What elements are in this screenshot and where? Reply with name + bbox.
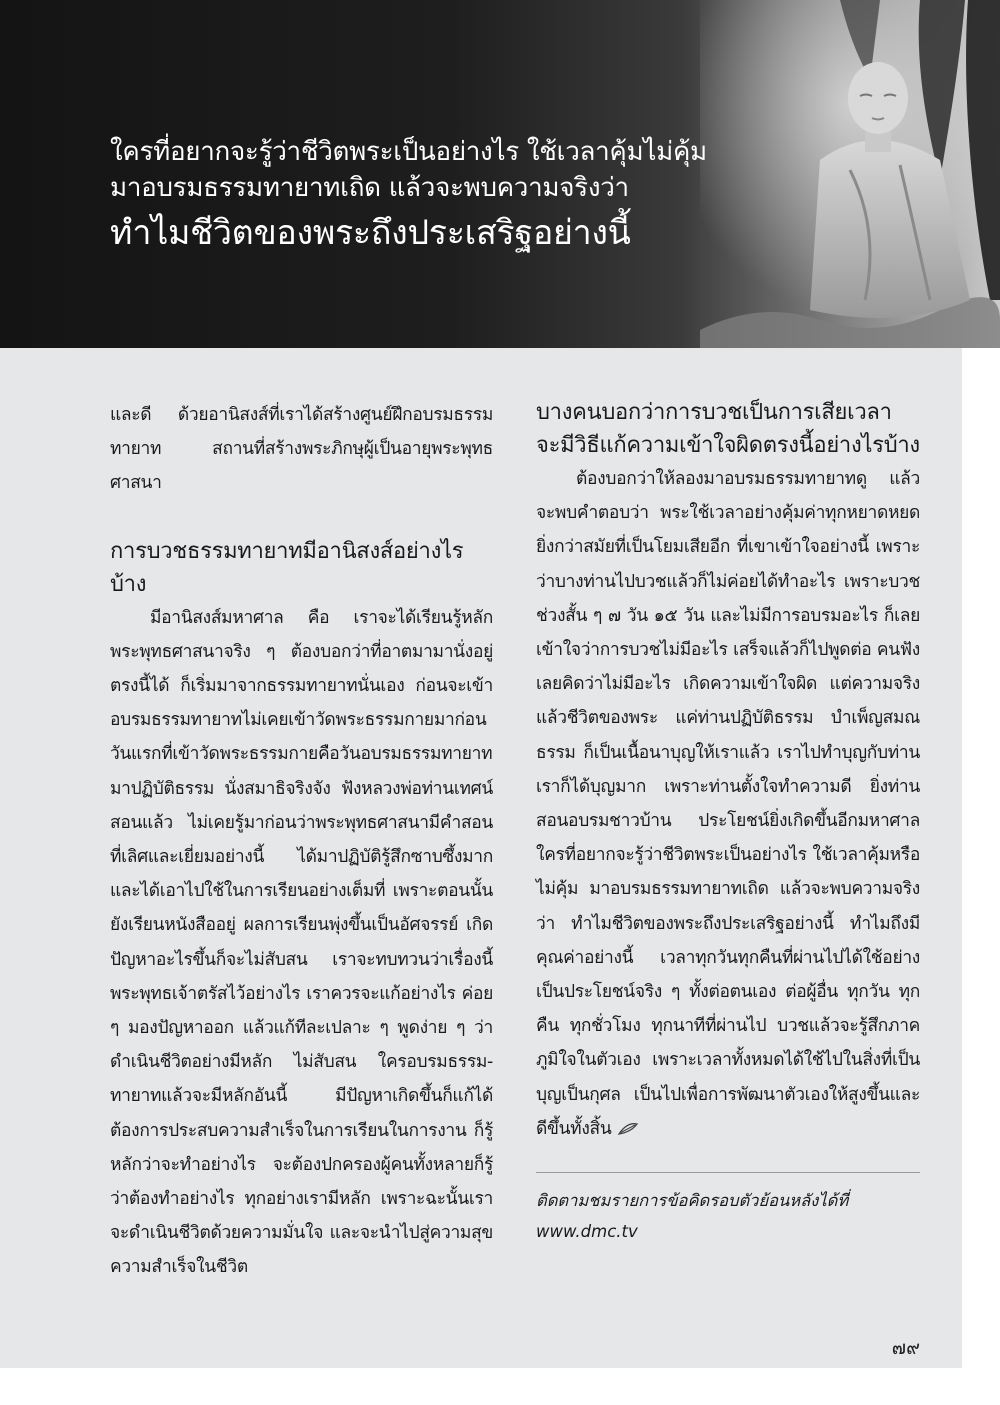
right-body-text: ต้องบอกว่าให้ลองมาอบรมธรรมทายาทดู แล้วจะพบคำตอบว่า พระใช้เวลาอย่างคุ้มค่าทุกหยาดหยด ยิ่งกว่าสมัยที่เป็นโยมเสียอีก ที่เขาเข้าใจอย่างนี้ เพราะว่าบางท่านไปบวชแล้วก็ไม่ค่อยได้ทำอะไร เพราะบวชช่วงสั้น ๆ ๗ วัน ๑๕ วัน และไม่มีการอบรมอะไร ก็เลยเข้าใจว่าการบวชไม่มีอะไร เสร็จแล้วก็ไปพูดต่อ คนฟังเลยคิดว่าไม่มีอะไร เกิดความเข้าใจผิด แต่ความจริงแล้วชีวิตของพระ แค่ท่านปฏิบัติธรรม บำเพ็ญสมณธรรม ก็เป็นเนื้อนาบุญให้เราแล้ว เราไปทำบุญกับท่าน เราก็ได้บุญมาก เพราะท่านตั้งใจทำความดี ยิ่งท่านสอนอบรมชาวบ้าน ประโยชน์ยิ่งเกิดขึ้นอีกมหาศาล ใครที่อยากจะรู้ว่าชีวิตพระเป็นอย่างไร ใช้เวลาคุ้มหรือไม่คุ้ม มาอบรมธรรมทายาทเถิด แล้วจะพบความจริงว่า ทำไมชีวิตของพระถึงประเสริฐอย่างนี้ ทำไมถึงมีคุณค่าอย่างนี้ เวลาทุกวันทุกคืนที่ผ่านไปได้ใช้อย่างเป็นประโยชน์จริง ๆ ทั้งต่อตนเอง ต่อผู้อื่น ทุกวัน ทุกคืน ทุกชั่วโมง ทุกนาทีที่ผ่านไป บวชแล้วจะรู้สึกภาคภูมิใจในตัวเอง เพราะเวลาทั้งหมดได้ใช้ไปในสิ่งที่เป็นบุญเป็นกุศล เป็นไปเพื่อการพัฒนาตัวเองให้สูงขึ้นและดีขึ้นทั้งสิ้น	[536, 469, 920, 1139]
left-section-heading: การบวชธรรมทายาทมีอานิสงส์อย่างไรบ้าง	[110, 538, 464, 597]
left-intro-paragraph: และดี ด้วยอานิสงส์ที่เราได้สร้างศูนย์ฝึกอบรมธรรมทายาท สถานที่สร้างพระภิกษุผู้เป็นอายุพระพุทธศาสนา	[110, 405, 493, 494]
footnote-text: ติดตามชมรายการข้อคิดรอบตัวย้อนหลังได้ที่	[536, 1191, 849, 1211]
hero-line-2: มาอบรมธรรมทายาทเถิด แล้วจะพบความจริงว่า	[110, 173, 629, 203]
right-section-heading: บางคนบอกว่าการบวชเป็นการเสียเวลา จะมีวิธีแก้ความเข้าใจผิดตรงนี้อย่างไรบ้าง	[536, 400, 920, 458]
left-column	[110, 398, 493, 1285]
page-number: ๗๙	[891, 1337, 920, 1359]
right-body-paragraph	[536, 462, 920, 1146]
right-column	[536, 396, 920, 1247]
left-body-paragraph: มีอานิสงส์มหาศาล คือ เราจะได้เรียนรู้หลักพระพุทธศาสนาจริง ๆ ต้องบอกว่าที่อาตมามานั่งอยู่ตรงนี้ได้ ก็เริ่มมาจากธรรมทายาทนั่นเอง ก่อนจะเข้าอบรมธรรมทายาทไม่เคยเข้าวัดพระธรรมกายมาก่อน วันแรกที่เข้าวัดพระธรรมกายคือวันอบรมธรรมทายาท มาปฏิบัติธรรม นั่งสมาธิจริงจัง ฟังหลวงพ่อท่านเทศน์สอนแล้ว ไม่เคยรู้มาก่อนว่าพระพุทธศาสนามีคำสอนที่เลิศและเยี่ยมอย่างนี้ ได้มาปฏิบัติรู้สึกซาบซึ้งมาก และได้เอาไปใช้ในการเรียนอย่างเต็มที่ เพราะตอนนั้นยังเรียนหนังสืออยู่ ผลการเรียนพุ่งขึ้นเป็นอัศจรรย์ เกิดปัญหาอะไรขึ้นก็จะไม่สับสน เราจะทบทวนว่าเรื่องนี้พระพุทธเจ้าตรัสไว้อย่างไร เราควรจะแก้อย่างไร ค่อย ๆ มองปัญหาออก แล้วแก้ทีละเปลาะ ๆ พูดง่าย ๆ ว่า ดำเนินชีวิตอย่างมีหลัก ไม่สับสน ใครอบรมธรรม-ทายาทแล้วจะมีหลักอันนี้ มีปัญหาเกิดขึ้นก็แก้ได้ ต้องการประสบความสำเร็จในการเรียนในการงาน ก็รู้หลักว่าจะทำอย่างไร จะต้องปกครองผู้คนทั้งหลายก็รู้ว่าต้องทำอย่างไร ทุกอย่างเรามีหลัก เพราะฉะนั้นเราจะดำเนินชีวิตด้วยความมั่นใจ และจะนำไปสู่ความสุขความสำเร็จในชีวิต	[110, 607, 493, 1278]
leaf-end-icon	[617, 1122, 639, 1136]
monk-meditation-photo	[700, 0, 1000, 348]
hero-banner	[0, 0, 1000, 348]
footnote-divider	[536, 1172, 920, 1173]
article-panel	[0, 348, 962, 1368]
hero-line-3: ทำไมชีวิตของพระถึงประเสริฐอย่างนี้	[110, 213, 631, 253]
footnote-url[interactable]: www.dmc.tv	[536, 1222, 638, 1242]
hero-headline	[110, 134, 730, 258]
hero-line-1: ใครที่อยากจะรู้ว่าชีวิตพระเป็นอย่างไร ใช้เวลาคุ้มไม่คุ้ม	[110, 137, 707, 167]
